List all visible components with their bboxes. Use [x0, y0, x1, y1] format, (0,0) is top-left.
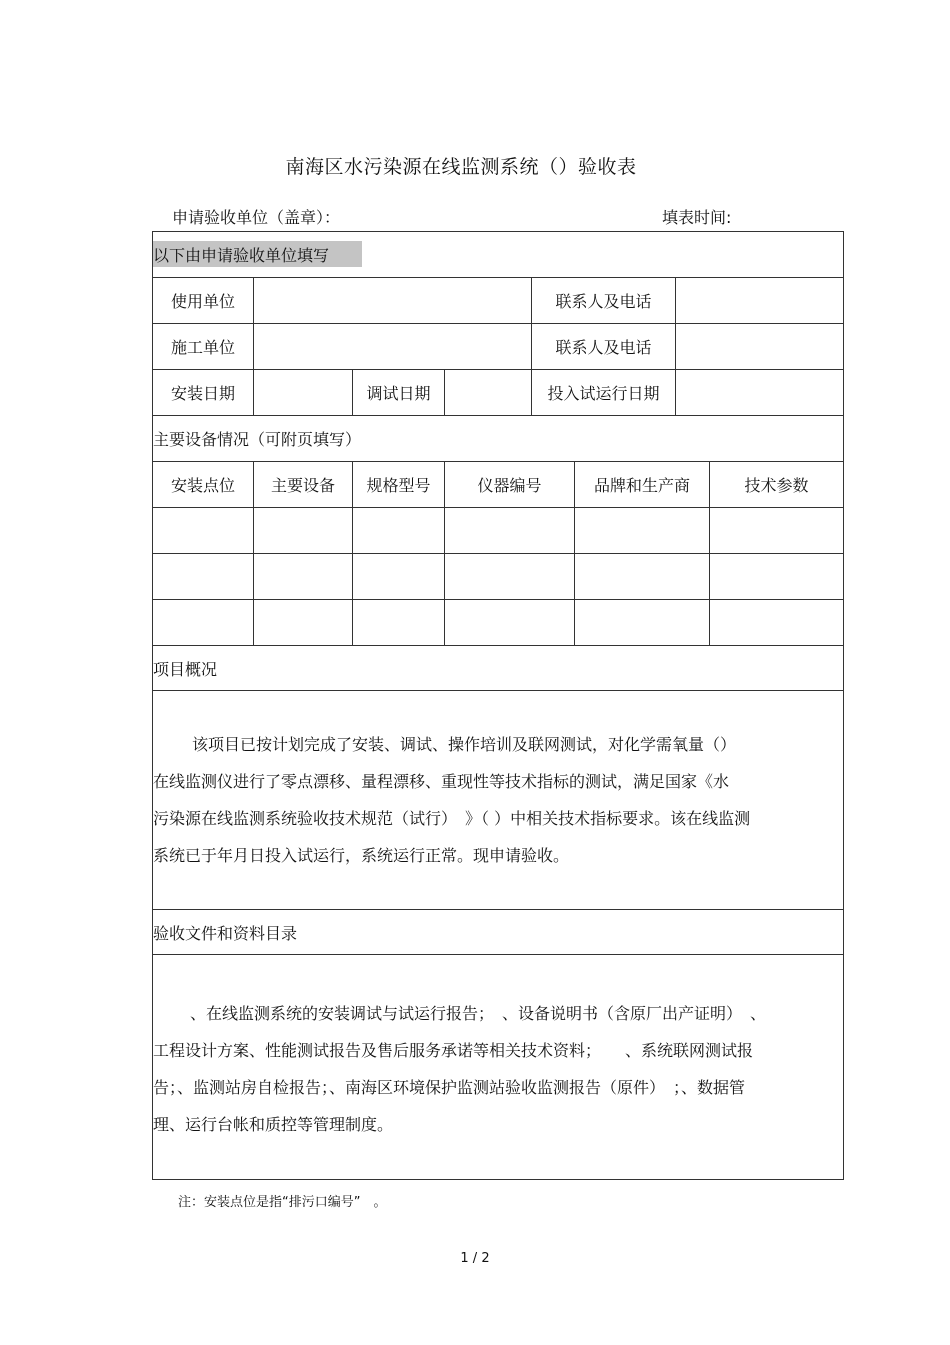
row-divider — [152, 553, 844, 554]
user-unit-label: 使用单位 — [170, 292, 235, 311]
equipment-header: 规格型号 — [366, 476, 431, 495]
section-fill-label: 以下由申请验收单位填写 — [153, 245, 330, 265]
row-divider — [152, 507, 844, 508]
docs-line: 、在线监测系统的安装调试与试运行报告； 、设备说明书（含原厂出产证明） 、 — [190, 1004, 767, 1023]
equipment-header: 安装点位 — [170, 476, 235, 495]
trial-date-value[interactable] — [676, 370, 843, 415]
row-divider — [152, 645, 844, 646]
overview-label: 项目概况 — [153, 659, 218, 679]
contact-phone-value[interactable] — [676, 278, 843, 323]
row-divider — [152, 599, 844, 600]
contact-phone-label: 联系人及电话 — [555, 292, 652, 311]
equipment-header: 技术参数 — [744, 476, 809, 495]
docs-line: 告；、监测站房自检报告；、南海区环境保护监测站验收监测报告（原件） ；、数据管 — [153, 1078, 746, 1097]
install-date-value[interactable] — [254, 370, 352, 415]
construct-unit-label: 施工单位 — [170, 338, 235, 357]
document-title: 南海区水污染源在线监测系统（）验收表 — [285, 156, 637, 178]
date-label: 填表时间: — [662, 208, 732, 227]
overview-line: 该项目已按计划完成了安装、调试、操作培训及联网测试，对化学需氧量（） — [192, 735, 737, 754]
equipment-header: 仪器编号 — [477, 476, 542, 495]
docs-text — [153, 995, 839, 1143]
user-unit-value[interactable] — [254, 278, 531, 323]
equipment-header: 主要设备 — [270, 476, 335, 495]
contact-phone-label-2: 联系人及电话 — [555, 338, 652, 357]
contact-phone-value-2[interactable] — [676, 324, 843, 369]
footnote: 注：安装点位是指“排污口编号” 。 — [178, 1195, 387, 1210]
debug-date-value[interactable] — [445, 370, 531, 415]
row-divider — [152, 954, 844, 955]
docs-line: 工程设计方案、性能测试报告及售后服务承诺等相关技术资料； 、系统联网测试报 — [153, 1041, 754, 1060]
construct-unit-value[interactable] — [254, 324, 531, 369]
row-divider — [152, 690, 844, 691]
equipment-header: 品牌和生产商 — [593, 476, 690, 495]
overview-text — [153, 726, 833, 874]
docs-label: 验收文件和资料目录 — [153, 923, 298, 943]
overview-line: 系统已于年月日投入试运行，系统运行正常。现申请验收。 — [153, 846, 570, 865]
overview-line: 污染源在线监测系统验收技术规范（试行） 》（ ）中相关技术指标要求。该在线监测 — [153, 809, 751, 828]
overview-line: 在线监测仪进行了零点漂移、量程漂移、重现性等技术指标的测试，满足国家《水 — [153, 772, 730, 791]
debug-date-label: 调试日期 — [366, 384, 431, 403]
docs-line: 理、运行台帐和质控等管理制度。 — [153, 1115, 394, 1134]
trial-date-label: 投入试运行日期 — [547, 384, 660, 403]
install-date-label: 安装日期 — [170, 384, 235, 403]
applicant-label: 申请验收单位（盖章）： — [172, 208, 341, 227]
equipment-section-label: 主要设备情况（可附页填写） — [153, 430, 362, 449]
page-number: 1 / 2 — [460, 1251, 490, 1266]
